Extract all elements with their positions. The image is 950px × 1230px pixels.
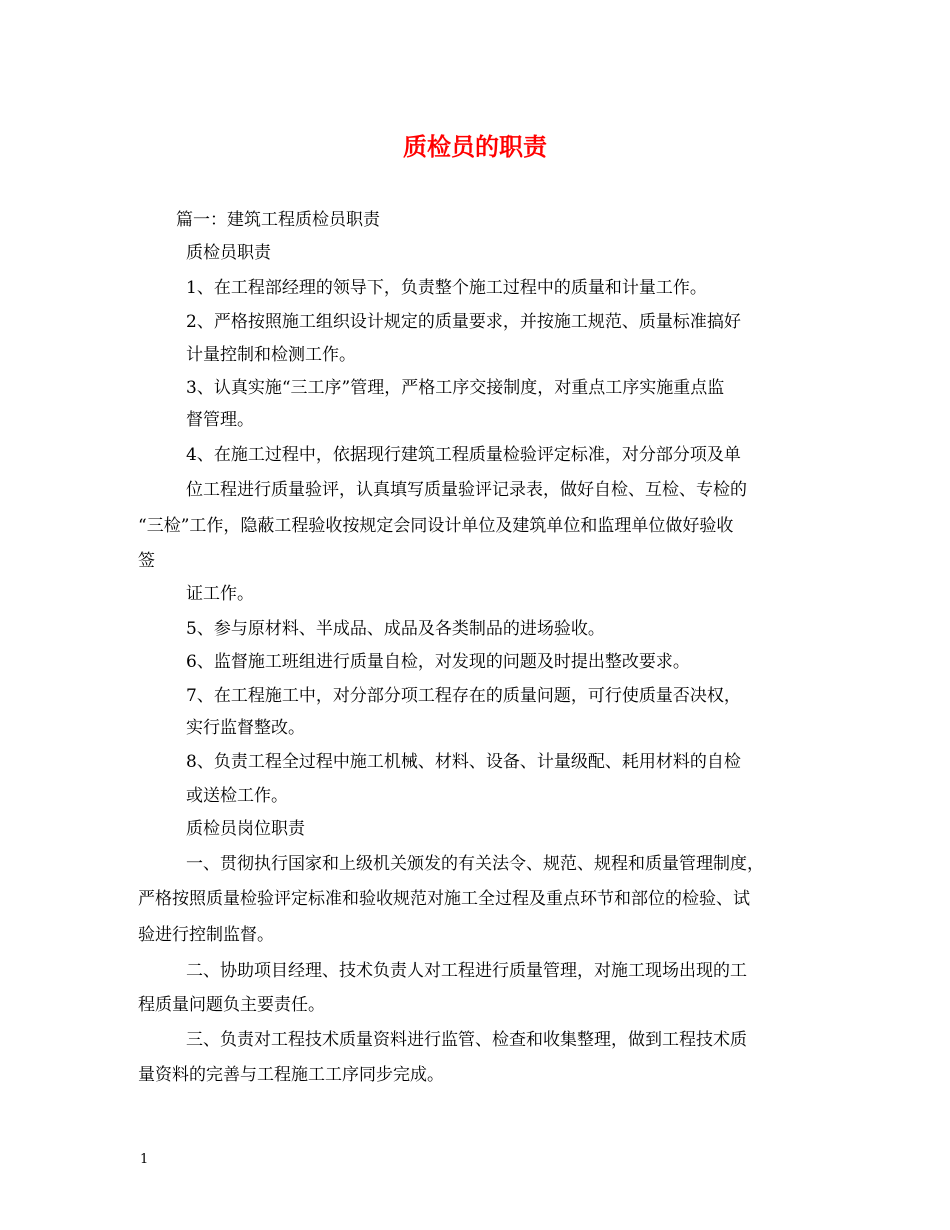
text-line: 二、协助项目经理、技术负责人对工程进行质量管理，对施工现场出现的工 bbox=[186, 961, 747, 981]
text-line: 或送检工作。 bbox=[186, 786, 288, 806]
subsection-heading: 质检员职责 bbox=[186, 243, 271, 263]
page-title: 质检员的职责 bbox=[403, 132, 547, 161]
text-line: 位工程进行质量验评，认真填写质量验评记录表，做好自检、互检、专检的 bbox=[186, 480, 747, 500]
text-line: 验进行控制监督。 bbox=[138, 925, 274, 945]
text-line: 证工作。 bbox=[186, 584, 254, 604]
text-line: 5、参与原材料、半成品、成品及各类制品的进场验收。 bbox=[186, 619, 605, 639]
text-line: 签 bbox=[138, 551, 155, 571]
text-line: 7、在工程施工中，对分部分项工程存在的质量问题，可行使质量否决权， bbox=[186, 686, 741, 706]
text-line: 程质量问题负主要责任。 bbox=[138, 995, 325, 1015]
text-line: 4、在施工过程中，依据现行建筑工程质量检验评定标准，对分部分项及单 bbox=[186, 445, 741, 465]
text-line: 计量控制和检测工作。 bbox=[186, 345, 356, 365]
text-line: 2、严格按照施工组织设计规定的质量要求，并按施工规范、质量标准搞好 bbox=[186, 312, 741, 332]
text-line: 一、贯彻执行国家和上级机关颁发的有关法令、规范、规程和质量管理制度， bbox=[186, 854, 764, 874]
section-heading: 篇一：建筑工程质检员职责 bbox=[176, 210, 380, 230]
text-line: 6、监督施工班组进行质量自检，对发现的问题及时提出整改要求。 bbox=[186, 652, 690, 672]
text-line: 严格按照质量检验评定标准和验收规范对施工全过程及重点环节和部位的检验、试 bbox=[138, 889, 750, 909]
text-line: 量资料的完善与工程施工工序同步完成。 bbox=[138, 1065, 444, 1085]
text-line: 三、负责对工程技术质量资料进行监管、检查和收集整理，做到工程技术质 bbox=[186, 1030, 747, 1050]
text-line: 督管理。 bbox=[186, 410, 254, 430]
page-number: 1 bbox=[140, 1152, 149, 1167]
text-line: 实行监督整改。 bbox=[186, 718, 305, 738]
text-line: 3、认真实施“三工序”管理，严格工序交接制度，对重点工序实施重点监 bbox=[186, 378, 725, 398]
text-line: “三检”工作，隐蔽工程验收按规定会同设计单位及建筑单位和监理单位做好验收 bbox=[138, 516, 734, 536]
text-line: 8、负责工程全过程中施工机械、材料、设备、计量级配、耗用材料的自检 bbox=[186, 752, 741, 772]
text-line: 1、在工程部经理的领导下，负责整个施工过程中的质量和计量工作。 bbox=[186, 278, 707, 298]
subsection-heading: 质检员岗位职责 bbox=[186, 819, 305, 839]
